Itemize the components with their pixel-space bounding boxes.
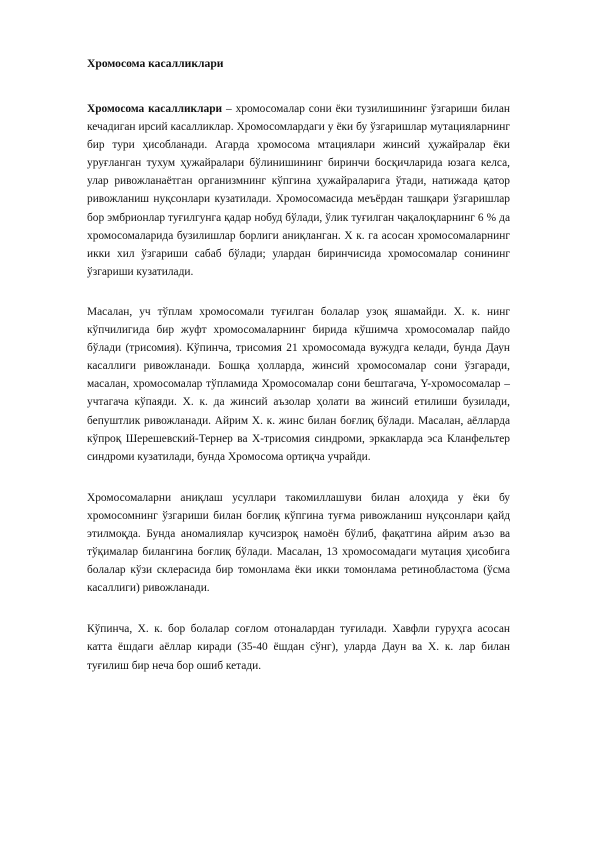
paragraph-examples: Масалан, уч тўплам хромосомали туғилган болалар узоқ яшамайди. Х. к. нинг кўпчилигида бир жуфт хромосомаларнинг бирида кўшимча хромосомалар пайдо бўлади (трисомия). Кўпинча, трисомия 21 хромосомада вужудга келади, бунда Даун касаллиги ривожланади. Бошқа ҳолларда, жинсий хромосомалар сони ўзгаради, масалан, хромосомалар тўпламида Хромосомалар сони бештагача, Y-хромосомалар – учтагача кўпаяди. Х. к. да жинсий аъзолар ҳолати ва жинсий етилиши бузилади, бепуштлик ривожланади. Айрим Х. к. жинс билан боғлиқ бўлади. Масалан, аёлларда кўпроқ Шерешевский-Тернер ва X-трисомия синдроми, эркакларда эса Кланфельтер синдроми кузатилади, бунда Хромосома ортиқча учрайди. — [87, 305, 510, 463]
paragraph-risk-group: Кўпинча, Х. к. бор болалар соғлом отоналардан туғилади. Хавфли гуруҳга асосан катта ёшдаги аёллар киради (35-40 ёшдан сўнг), уларда Даун ва Х. к. лар билан туғилиш бир неча бор ошиб кетади. — [87, 623, 510, 672]
document-page — [87, 56, 510, 675]
paragraph-text: – хромосомалар сони ёки тузилишининг ўзгариши билан кечадиган ирсий касалликлар. Хромосомлардаги у ёки бу ўзгаришлар мутацияларнинг бир тури ҳисобланади. Агарда хромосома мтациялари жинсий ҳужайралар ёки уруғланган тухум ҳужайралари бўлинишининг биринчи босқичларида юзага келса, улар ривожланаётган организмнинг кўпгина ҳужайраларига ўтади, натижада қатор ривожланиш нуқсонлари кузатилади. Хромосомасида меъёрдан ташқари ўзгаришлар бор эмбрионлар туғилгунга қадар нобуд бўлади, ўлик туғилган чақалоқларнинг 6 % да хромосомаларида бузилишлар борлиги аниқланган. X к. га асосан хромосомаларнинг икки хил ўзгариши сабаб бўлади; улардан биринчисида хромосомалар сонининг ўзгариши кузатилади. — [87, 103, 510, 278]
paragraph-detection-methods: Хромосомаларни аниқлаш усуллари такомиллашуви билан алоҳида у ёки бу хромосомнинг ўзгариши билан боғлиқ кўпгина туғма ривожланиш нуқсонлари қайд этилмоқда. Бунда аномалиялар кучсизроқ намоён бўлиб, фақатгина айрим аъзо ва тўқималар билангина боғлиқ бўлади. Масалан, 13 хромосомадаги мутация ҳисобига болалар кўзи склерасида бир томонлама ёки икки томонлама ретинобластома (ўсма касаллиги) ривожланади. — [87, 491, 510, 595]
paragraph-definition — [87, 100, 510, 281]
term-bold: Хромосома касалликлари — [87, 103, 223, 115]
document-title: Хромосома касалликлари — [87, 57, 224, 70]
